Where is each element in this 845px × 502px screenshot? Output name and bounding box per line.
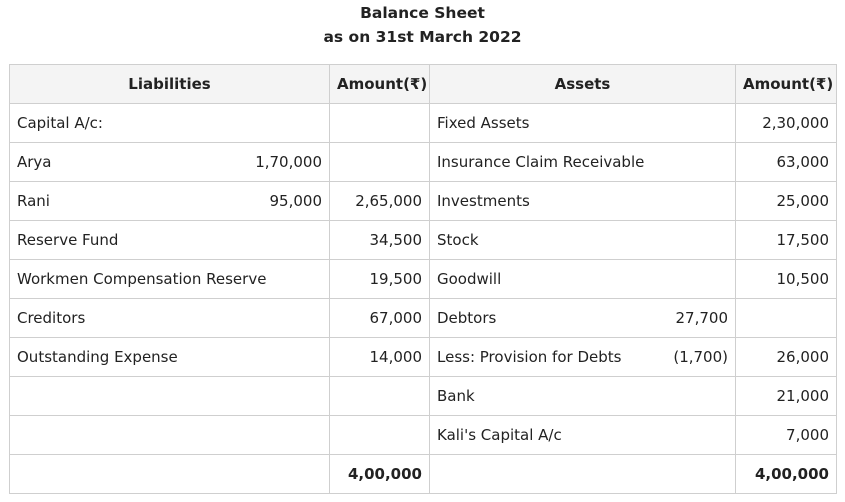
asset-amount: 63,000 [736,143,837,182]
liability-label: Reserve Fund [17,231,119,249]
asset-cell [430,299,736,338]
balance-sheet-title: Balance Sheet [360,4,485,22]
total-liabilities: 4,00,000 [330,455,430,494]
liability-cell [10,104,330,143]
liability-label: Capital A/c: [17,114,103,132]
header-row [10,65,837,104]
asset-cell [430,416,736,455]
liability-amount [330,104,430,143]
liability-cell [10,416,330,455]
asset-amount: 26,000 [736,338,837,377]
liability-cell [10,260,330,299]
total-asset-label [430,455,736,494]
table-row [10,377,837,416]
liability-label: Creditors [17,309,86,327]
assets-amount-header: Amount(₹) [736,65,837,104]
assets-header: Assets [430,65,736,104]
total-assets: 4,00,000 [736,455,837,494]
asset-label: Goodwill [437,270,502,288]
table-row [10,221,837,260]
asset-amount: 21,000 [736,377,837,416]
asset-label: Less: Provision for Debts [437,348,622,366]
table-row [10,299,837,338]
liability-cell [10,182,330,221]
liability-amount: 19,500 [330,260,430,299]
asset-label: Bank [437,387,475,405]
asset-cell [430,104,736,143]
asset-amount: 25,000 [736,182,837,221]
asset-label: Kali's Capital A/c [437,426,562,444]
liability-amount: 67,000 [330,299,430,338]
asset-label: Stock [437,231,479,249]
total-row [10,455,837,494]
table-row [10,260,837,299]
liability-label: Rani [17,192,50,210]
asset-amount: 7,000 [736,416,837,455]
liability-cell [10,299,330,338]
liabilities-header: Liabilities [10,65,330,104]
asset-cell [430,143,736,182]
table-row [10,338,837,377]
asset-label: Insurance Claim Receivable [437,153,645,171]
liability-sub-amount: 95,000 [269,192,322,210]
asset-amount: 10,500 [736,260,837,299]
asset-label: Debtors [437,309,497,327]
asset-amount: 17,500 [736,221,837,260]
asset-cell [430,260,736,299]
asset-cell [430,338,736,377]
asset-amount [736,299,837,338]
liability-cell [10,377,330,416]
asset-sub-amount: 27,700 [675,309,728,327]
liability-amount: 2,65,000 [330,182,430,221]
liability-label: Arya [17,153,52,171]
asset-amount: 2,30,000 [736,104,837,143]
table-row [10,416,837,455]
liability-cell [10,221,330,260]
liability-amount [330,143,430,182]
liability-cell [10,338,330,377]
liability-label: Outstanding Expense [17,348,178,366]
liability-amount: 14,000 [330,338,430,377]
table-row [10,182,837,221]
balance-sheet-table [9,64,837,494]
balance-sheet-date: as on 31st March 2022 [323,28,522,46]
liabilities-amount-header: Amount(₹) [330,65,430,104]
total-liab-label [10,455,330,494]
asset-sub-amount: (1,700) [673,348,728,366]
asset-cell [430,182,736,221]
table-row [10,104,837,143]
liability-amount [330,416,430,455]
asset-cell [430,221,736,260]
liability-cell [10,143,330,182]
table-row [10,143,837,182]
liability-amount [330,377,430,416]
liability-sub-amount: 1,70,000 [255,153,322,171]
liability-amount: 34,500 [330,221,430,260]
title-block [0,0,845,49]
asset-label: Investments [437,192,530,210]
asset-label: Fixed Assets [437,114,530,132]
liability-label: Workmen Compensation Reserve [17,270,267,288]
asset-cell [430,377,736,416]
